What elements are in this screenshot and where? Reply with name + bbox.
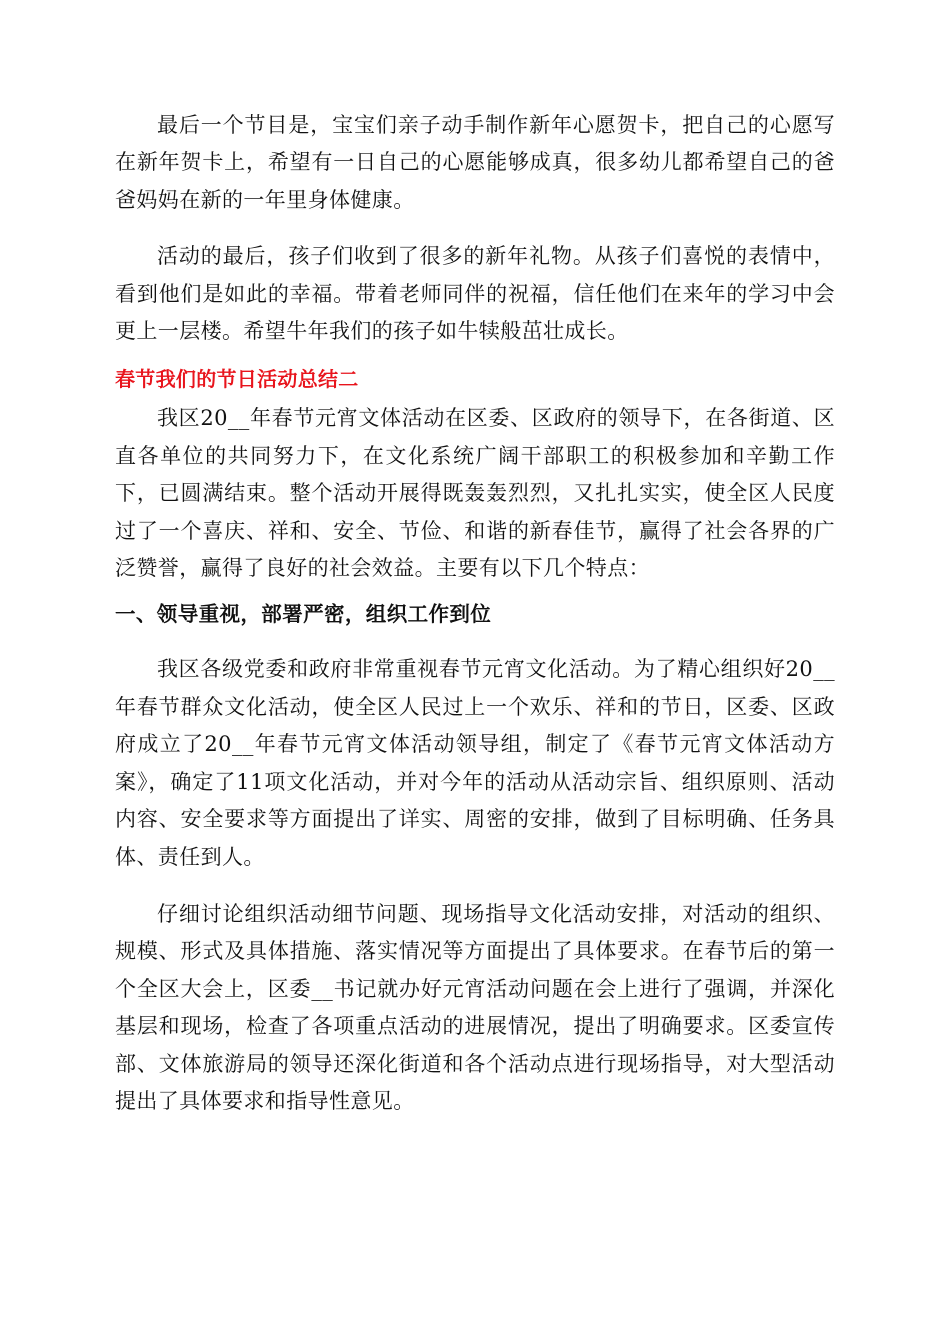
paragraph-activity-summary: 我区20__年春节元宵文体活动在区委、区政府的领导下，在各街道、区直各单位的共同努力下，在文化系统广阔干部职工的积极参加和辛勤工作下，已圆满结束。整个活动开展得既轰轰烈烈，又扎扎实实，使全区人民度过了一个喜庆、祥和、安全、节俭、和谐的新春佳节，赢得了社会各界的广泛赞誉，赢得了良好的社会效益。主要有以下几个特点： [115, 406, 835, 581]
paragraph-new-year-gifts: 活动的最后，孩子们收到了很多的新年礼物。从孩子们喜悦的表情中，看到他们是如此的幸福。带着老师同伴的祝福，信任他们在来年的学习中会更上一层楼。希望牛年我们的孩子如牛犊般茁壮成长。 [115, 244, 835, 344]
paragraph-greeting-cards: 最后一个节目是，宝宝们亲子动手制作新年心愿贺卡，把自己的心愿写在新年贺卡上，希望有一日自己的心愿能够成真，很多幼儿都希望自己的爸爸妈妈在新的一年里身体健康。 [115, 113, 835, 212]
paragraph-leadership-organization: 我区各级党委和政府非常重视春节元宵文化活动。为了精心组织好20__年春节群众文化活动，使全区人民过上一个欢乐、祥和的节日，区委、区政府成立了20__年春节元宵文体活动领导组，制定了《春节元宵文体活动方案》，确定了11项文化活动，并对今年的活动从活动宗旨、组织原则、活动内容、安全要求等方面提出了详实、周密的安排，做到了目标明确、任务具体、责任到人。 [115, 657, 835, 869]
paragraph-detailed-guidance: 仔细讨论组织活动细节问题、现场指导文化活动安排，对活动的组织、规模、形式及具体措施、落实情况等方面提出了具体要求。在春节后的第一个全区大会上，区委__书记就办好元宵活动问题在会上进行了强调，并深化基层和现场，检查了各项重点活动的进展情况，提出了明确要求。区委宣传部、文体旅游局的领导还深化街道和各个活动点进行现场指导，对大型活动提出了具体要求和指导性意见。 [115, 901, 835, 1113]
section-title: 春节我们的节日活动总结二 [115, 367, 359, 392]
subsection-heading-leadership: 一、领导重视，部署严密，组织工作到位 [115, 602, 492, 627]
